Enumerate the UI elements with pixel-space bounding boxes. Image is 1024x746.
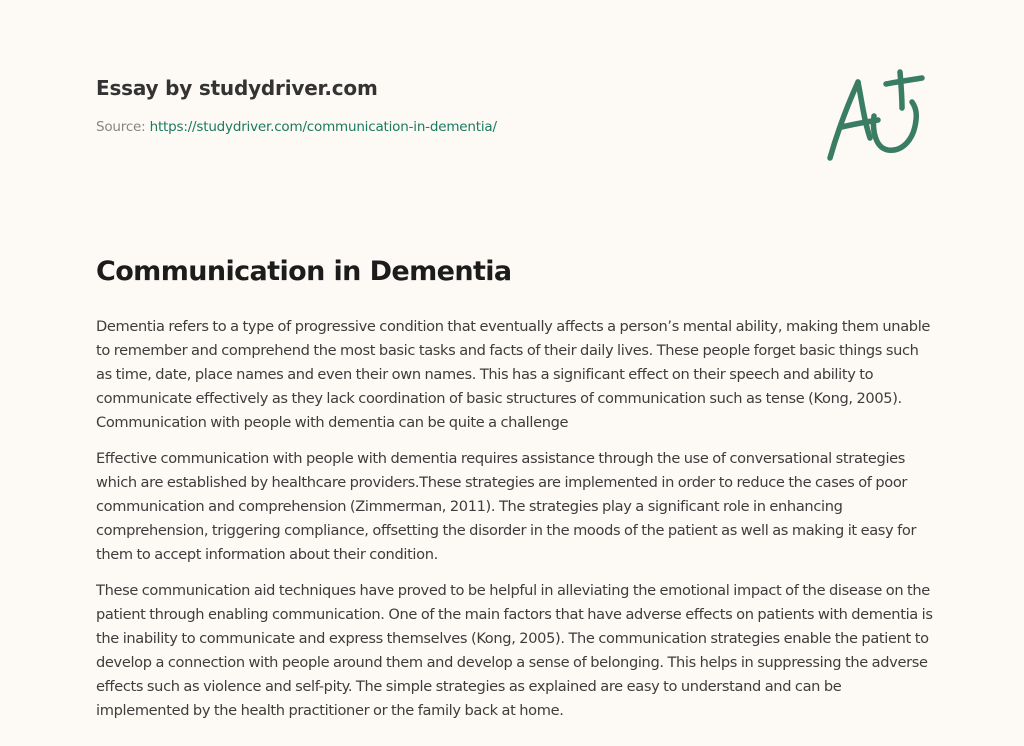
essay-paragraph: These communication aid techniques have proved to be helpful in alleviating the emotional impact of the disease on the patient through enabling communication. One of the main factors that have adverse effects on patients with dementia is the inability to communicate and express themselves (Kong, 2005). The communication strategies enable the patient to develop a connection with people around them and develop a sense of belonging. This helps in suppressing the adverse effects such as violence and self-pity. The simple strategies as explained are easy to understand and can be implemented by the health practitioner or the family back at home. <box>96 582 933 719</box>
essay-body <box>96 315 936 735</box>
source-label: Source: <box>96 119 146 135</box>
essay-paragraph: Effective communication with people with dementia requires assistance through the use of conversational strategies which are established by healthcare providers.These strategies are implemented in order to reduce the cases of poor communication and comprehension (Zimmerman, 2011). The strategies play a significant role in enhancing comprehension, triggering compliance, offsetting the disorder in the moods of the patient as well as making it easy for them to accept information about their condition. <box>96 450 917 563</box>
source-line <box>96 119 796 135</box>
site-title: Essay by studydriver.com <box>96 76 378 100</box>
essay-paragraph: Dementia refers to a type of progressive condition that eventually affects a person’s mental ability, making them unable to remember and comprehend the most basic tasks and facts of their daily lives. These people forget basic things such as time, date, place names and even their own names. This has a significant effect on their speech and ability to communicate effectively as they lack coordination of basic structures of communication such as tense (Kong, 2005). Communication with people with dementia can be quite a challenge <box>96 318 931 431</box>
essay-title: Communication in Dementia <box>96 256 512 287</box>
page-header <box>96 76 796 135</box>
a-plus-grade-icon <box>822 68 928 164</box>
source-link[interactable]: https://studydriver.com/communication-in-dementia/ <box>149 119 497 135</box>
